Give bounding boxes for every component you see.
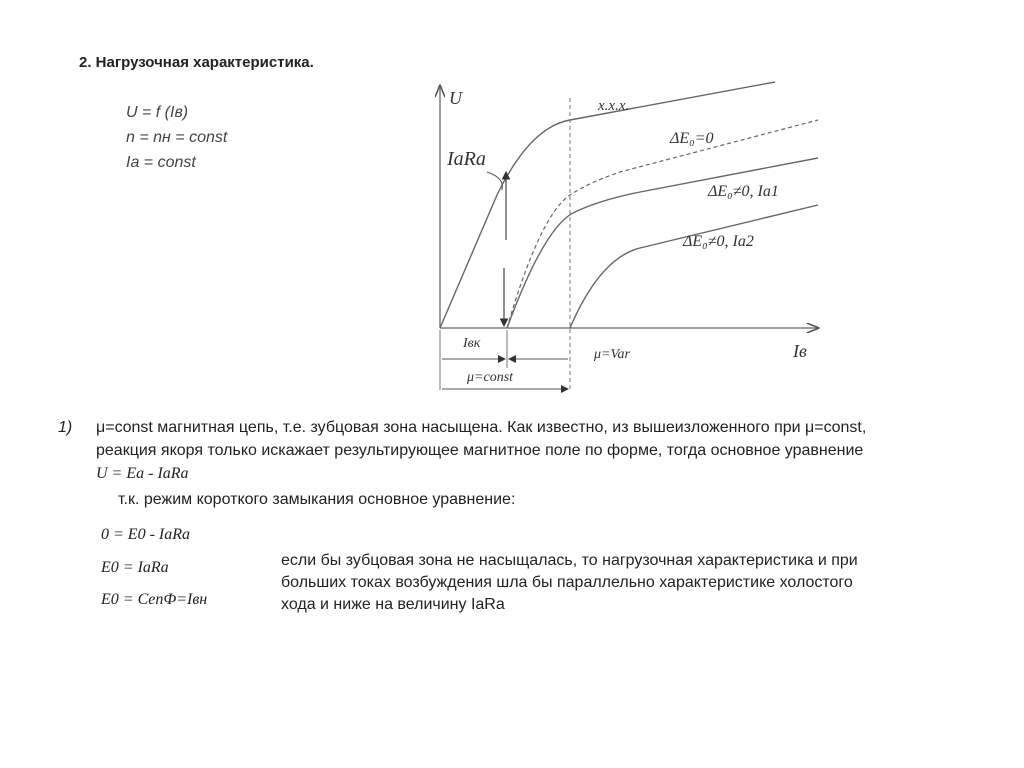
point1-line-3: U = Eа - IаRа [96,465,189,482]
note-text [281,550,858,616]
point1-line-2: реакция якоря только искажает результирующее магнитное поле по форме, тогда основное уравнение [96,442,864,459]
slide-title: 2. Нагрузочная характеристика. [79,54,314,71]
label-iara: IаRа [447,148,486,170]
curve-no-load [440,82,775,328]
condition-u: U = f (Iв) [126,104,189,121]
y-axis-label: U [449,88,462,108]
equation-1: 0 = E0 - IаRа [101,526,190,543]
point1-text [96,416,866,485]
curve-delta-e0-zero [507,120,818,328]
note-line-1: если бы зубцовая зона не насыщалась, то нагрузочная характеристика и при [281,552,858,569]
label-no-load: х.х.х. [598,98,630,114]
condition-ia: Iа = const [126,154,196,171]
point-number: 1) [58,419,73,436]
label-ivk: Iвк [463,336,481,351]
note-line-3: хода и ниже на величину IаRа [281,596,505,613]
label-mu-var: μ=Var [594,347,630,362]
equation-2: E0 = IаRа [101,559,169,576]
point1-line-1: μ=const магнитная цепь, т.е. зубцовая зона насыщена. Как известно, из вышеизложенного при μ=const, [96,419,867,436]
label-delta-e0-zero: ΔE₀=0 [670,130,714,147]
condition-n: n = nн = const [126,129,228,146]
label-ia2: ΔE₀≠0, Iа2 [683,233,754,250]
x-axis-label: Iв [793,341,807,361]
label-mu-const: μ=const [467,370,514,385]
curve-ia2 [570,205,818,328]
note-line-2: больших токах возбуждения шла бы параллельно характеристике холостого [281,574,853,591]
short-circuit-text: т.к. режим короткого замыкания основное уравнение: [118,491,516,508]
label-ia1: ΔE₀≠0, Iа1 [708,183,779,200]
equation-3: E0 = CеnФ=Iвн [101,591,208,608]
